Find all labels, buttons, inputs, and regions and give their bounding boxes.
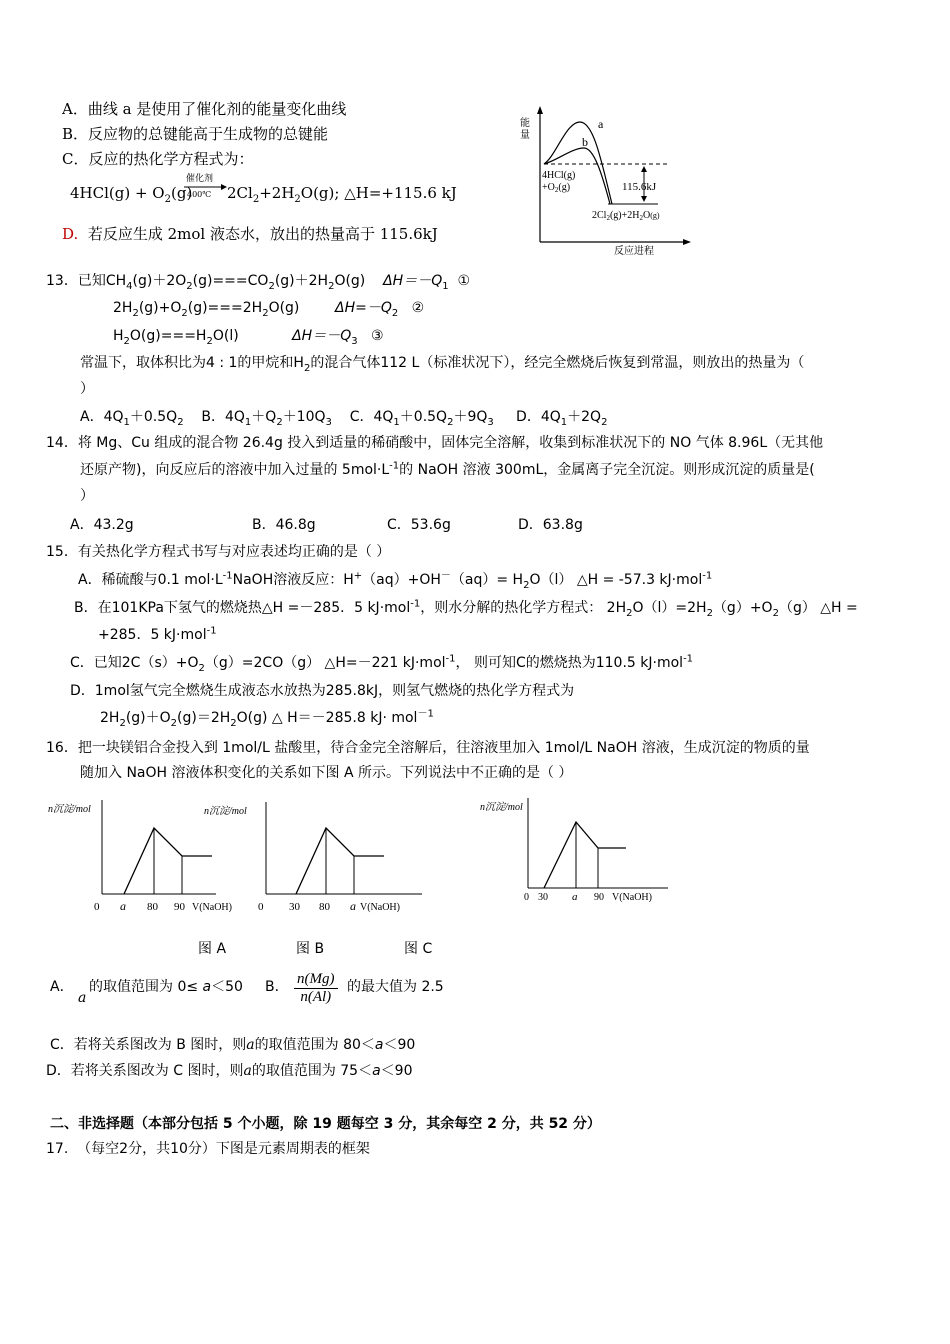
q13-line-2: $2H_2(g)+O_2(g)===2H_2O(g)$ $\Delta H=-Q_2$ ②: [113, 300, 425, 319]
q16-option-a-var: a: [78, 990, 87, 1006]
q14-line-2: 还原产物)，向反应后的溶液中加入过量的 $5mol\cdot L^{-1}$的 NaOH 溶液 300mL，金属离子完全沉淀。则形成沉淀的质量是(: [80, 460, 815, 478]
q15-option-b: B．在101KPa下氢气的燃烧热△H =－285．5 kJ·mol$^{-1}$，则水分解的热化学方程式： $2H_2O(l)=2H_2(g)+O_2(g)$ △H =: [74, 598, 858, 619]
q13-line-4: 常温下，取体积比为4 : 1的甲烷和$H_2$的混合气体112 L（标准状况下），经完全燃烧后恢复到常温，则放出的热量为（: [80, 355, 805, 374]
q13-line-5: ）: [80, 381, 94, 397]
graph-c-curve: [544, 822, 626, 888]
graph-c-xlabel: V(NaOH): [612, 892, 652, 903]
graph-a-tick-0: 0: [94, 901, 100, 913]
q14-option-d: D．63.8g: [518, 517, 583, 533]
graph-b-curve: [296, 828, 384, 894]
graph-c-tick-0: 0: [524, 892, 529, 903]
energy-ylabel-1: 能: [520, 118, 530, 129]
energy-ylabel-2: 量: [520, 130, 530, 141]
q16-option-b-text: 的最大值为 2.5: [347, 979, 444, 995]
q16-line-2: 随加入 NaOH 溶液体积变化的关系如下图 A 所示。下列说法中不正确的是（ ）: [80, 765, 573, 781]
graph-c-ylabel: n沉淀/mol: [480, 802, 523, 813]
graph-b-tick-30: 30: [289, 901, 300, 913]
q16-option-b-fraction: [294, 971, 338, 1006]
graph-a-caption: 图 A: [198, 941, 227, 957]
q12-catalyst-label: 催化剂: [186, 174, 214, 184]
energy-xlabel: 反应进程: [614, 246, 654, 257]
energy-diagram: [518, 104, 698, 256]
arrow-right-icon: [683, 239, 691, 245]
graph-b-tick-0: 0: [258, 901, 264, 913]
graph-b-tick-80: 80: [319, 901, 330, 913]
q12-equation-right: $2Cl_2+2H_2O(g)$; △H=+115.6 kJ: [227, 184, 457, 205]
q14-option-a: A．43.2g: [70, 517, 134, 533]
q16-option-a-letter: A．: [50, 979, 74, 995]
graph-c-tick-a: a: [572, 891, 578, 903]
q12-temp-label: 400℃: [187, 190, 212, 199]
curve-b-label: b: [582, 135, 588, 149]
curve-a-label: a: [598, 117, 604, 131]
graph-c-tick-30: 30: [538, 892, 548, 903]
q15-option-d-equation: $2H_2(g)+O_2(g)=2H_2O(g)$ △ H＝－285.8 kJ· mol$^{-1}$: [100, 708, 434, 729]
graph-a-xlabel: V(NaOH): [192, 902, 232, 913]
graph-c-tick-90: 90: [594, 892, 604, 903]
arrow-down-icon: [641, 196, 647, 202]
q12-equation: $4HCl(g) + O_2(g)$: [70, 184, 193, 205]
graph-b-caption: 图 B: [296, 941, 325, 957]
q15-option-c: C．已知$2C(s)+O_2(g)=2CO(g)$ △H=－221 kJ·mol$^{-1}$， 则可知C的燃烧热为110.5 kJ·mol$^{-1}$: [70, 653, 694, 674]
reactant-label-2: $+O_2(g)$: [542, 182, 571, 194]
q12-option-d: D. 若反应生成 2mol 液态水，放出的热量高于 115.6kJ: [62, 225, 438, 243]
graph-a-ylabel: n沉淀/mol: [48, 804, 91, 815]
q16-line-1: 16．把一块镁铝合金投入到 1mol/L 盐酸里，待合金完全溶解后，往溶液里加入 1mol/L NaOH 溶液，生成沉淀的物质的量: [46, 740, 810, 756]
q12-option-a: A．曲线 a 是使用了催化剂的能量变化曲线: [62, 100, 347, 118]
q12-option-c: C．反应的热化学方程式为：: [62, 150, 254, 168]
reactant-label-1: 4HCl(g): [542, 170, 576, 181]
arrow-up-icon: [641, 166, 647, 172]
q14-option-b: B．46.8g: [252, 517, 316, 533]
graph-a-tick-a: a: [120, 899, 126, 913]
q13-options: A．$4Q_1+0.5Q_2$ B．$4Q_1+Q_2+10Q_3$ C．$4Q_1+0.5Q_2+9Q_3$ D．$4Q_1+2Q_2$: [80, 409, 608, 428]
q15-option-d: D．1mol氢气完全燃烧生成液态水放热为285.8kJ，则氢气燃烧的热化学方程式为: [70, 683, 575, 699]
q16-option-d: D．若将关系图改为 C 图时，则a的取值范围为 75＜a＜90: [46, 1063, 413, 1079]
graph-b-ylabel: n沉淀/mol: [204, 806, 247, 817]
fraction-denominator: n(Al): [300, 989, 332, 1005]
q17-text: 17. （每空2分，共10分）下图是元素周期表的框架: [46, 1141, 370, 1157]
graph-b: [200, 800, 430, 918]
fraction-numerator: n(Mg): [294, 971, 338, 989]
graph-c-caption: 图 C: [404, 941, 433, 957]
q15-stem: 15．有关热化学方程式书写与对应表述均正确的是（ ）: [46, 544, 391, 560]
graph-a-curve: [124, 828, 212, 894]
section-2-title: 二、非选择题（本部分包括 5 个小题，除 19 题每空 3 分，其余每空 2 分，共 52 分）: [50, 1116, 601, 1132]
q12-option-b: B．反应物的总键能高于生成物的总键能: [62, 125, 329, 143]
arrow-up-icon: [537, 106, 543, 114]
product-label: $2Cl_2(g)+2H_2O(g)$: [592, 210, 660, 222]
q16-option-b-letter: B．: [265, 979, 289, 995]
q13-line-3: $H_2O(g)===H_2O(l)$ $\Delta H=-Q_3$ ③: [113, 328, 384, 347]
q15-option-b-line-2: +285．5 kJ·mol$^{-1}$: [98, 625, 217, 643]
q14-line-1: 14．将 Mg、Cu 组成的混合物 26.4g 投入到适量的稀硝酸中，固体完全溶解，收集到标准状况下的 NO 气体 8.96L（无其他: [46, 435, 824, 451]
q14-option-c: C．53.6g: [387, 517, 451, 533]
graph-a-tick-80: 80: [147, 901, 158, 913]
graph-a: [44, 796, 232, 918]
graph-b-tick-a: a: [350, 899, 356, 913]
graph-b-xlabel: V(NaOH): [360, 902, 400, 913]
delta-label: 115.6kJ: [622, 181, 657, 193]
q13-line-1: 13．已知$CH_4(g)+2O_2(g)===CO_2(g)+2H_2O(g)$ $\Delta H=-Q_1$ ①: [46, 273, 471, 292]
q14-line-3: ）: [80, 488, 94, 504]
q16-option-c: C．若将关系图改为 B 图时，则a的取值范围为 80＜a＜90: [50, 1037, 416, 1053]
graph-c: [476, 796, 676, 908]
q16-option-a-text: 的取值范围为 0≤ a＜50: [89, 979, 243, 995]
graph-a-tick-90: 90: [174, 901, 185, 913]
q12-option-d-letter: D.: [62, 225, 79, 243]
q15-option-a: A．稀硫酸与0.1 $mol\cdot L^{-1}NaOH$溶液反应：$H^+(aq)+OH^-(aq)= H_2O(l)$ △H = -57.3 kJ·mol$^{-1}$: [78, 570, 713, 591]
